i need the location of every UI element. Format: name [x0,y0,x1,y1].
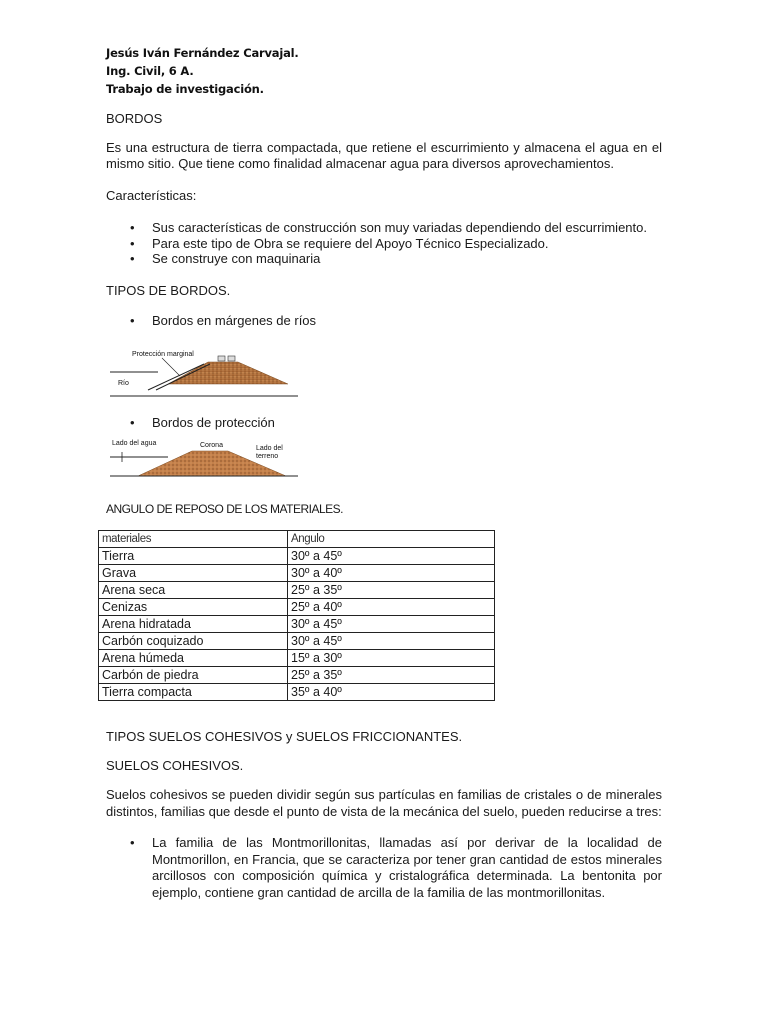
table-row [99,616,495,633]
table-cell: Carbón coquizado [99,633,288,650]
list-item: • Sus características de construcción son muy variadas dependiendo del escurrimiento. [106,220,662,236]
course-label: Ing. Civil, 6 A. [106,64,194,78]
table-header-cell: Angulo [288,531,495,548]
section-title-cohesivos: SUELOS COHESIVOS. [106,758,244,773]
table-cell: 30º a 45º [288,633,495,650]
table-cell: 25º a 35º [288,582,495,599]
bordos-definition: Es una estructura de tierra compactada, que retiene el escurrimiento y almacena el agua en el mismo sitio. Que tiene como finalidad almacenar agua para diversos aprovechamientos. [106,140,662,171]
type-list-2 [106,415,662,431]
cohesivos-text: Suelos cohesivos se pueden dividir según sus partículas en familias de cristales o de minerales distintos, familias que desde el punto de vista de la mecánica del suelo, pueden reducirse a tres: [106,787,662,819]
table-header-row [99,531,495,548]
label-lado-del-terreno-2: terreno [256,453,279,460]
protection-levee-diagram [108,436,300,484]
section-title-angulo: ANGULO DE REPOSO DE LOS MATERIALES. [106,502,344,516]
type-list-1 [106,313,662,329]
author-name: Jesús Iván Fernández Carvajal. [106,46,299,60]
table-row [99,684,495,701]
characteristics-list [106,220,662,267]
section-title-tipos: TIPOS DE BORDOS. [106,283,231,298]
table-cell: 30º a 40º [288,565,495,582]
list-item: • La familia de las Montmorillonitas, llamadas así por derivar de la localidad de Montmorillon, en Francia, que se caracteriza por tener gran cantidad de estos minerales arcillosos con composición química y cristalográfica determinada. La bentonita por ejemplo, contiene gran cantidad de arcilla de la familia de las montmorillonitas. [106,835,662,901]
table-row [99,599,495,616]
label-rio: Río [118,380,129,387]
table-row [99,667,495,684]
table-row [99,582,495,599]
table-row [99,650,495,667]
families-list [106,835,662,901]
characteristics-title: Características: [106,188,197,203]
table-cell: 25º a 35º [288,667,495,684]
table-cell: Arena húmeda [99,650,288,667]
table-cell: 30º a 45º [288,616,495,633]
table-cell: 15º a 30º [288,650,495,667]
table-cell: 35º a 40º [288,684,495,701]
table-cell: Cenizas [99,599,288,616]
list-item: • Bordos de protección [106,415,662,431]
section-title-suelos: TIPOS SUELOS COHESIVOS y SUELOS FRICCIONANTES. [106,729,463,744]
table-row [99,565,495,582]
table-cell: Arena seca [99,582,288,599]
table-row [99,633,495,650]
label-proteccion-marginal: Protección marginal [132,351,194,358]
section-title-bordos: BORDOS [106,111,163,126]
table-cell: 30º a 45º [288,548,495,565]
repose-angle-table [98,530,495,701]
label-lado-del-agua: Lado del agua [112,440,157,447]
label-corona: Corona [200,442,223,449]
label-lado-del-terreno-1: Lado del [256,445,283,452]
list-item: • Para este tipo de Obra se requiere del Apoyo Técnico Especializado. [106,236,662,252]
table-cell: Arena hidratada [99,616,288,633]
table-cell: Tierra [99,548,288,565]
table-row [99,548,495,565]
work-type-label: Trabajo de investigación. [106,82,264,96]
river-levee-diagram [108,344,300,400]
table-cell: 25º a 40º [288,599,495,616]
author-header [106,44,299,98]
list-item: • Bordos en márgenes de ríos [106,313,662,329]
table-cell: Carbón de piedra [99,667,288,684]
table-cell: Grava [99,565,288,582]
table-header-cell: materiales [99,531,288,548]
table-cell: Tierra compacta [99,684,288,701]
list-item: • Se construye con maquinaria [106,251,662,267]
